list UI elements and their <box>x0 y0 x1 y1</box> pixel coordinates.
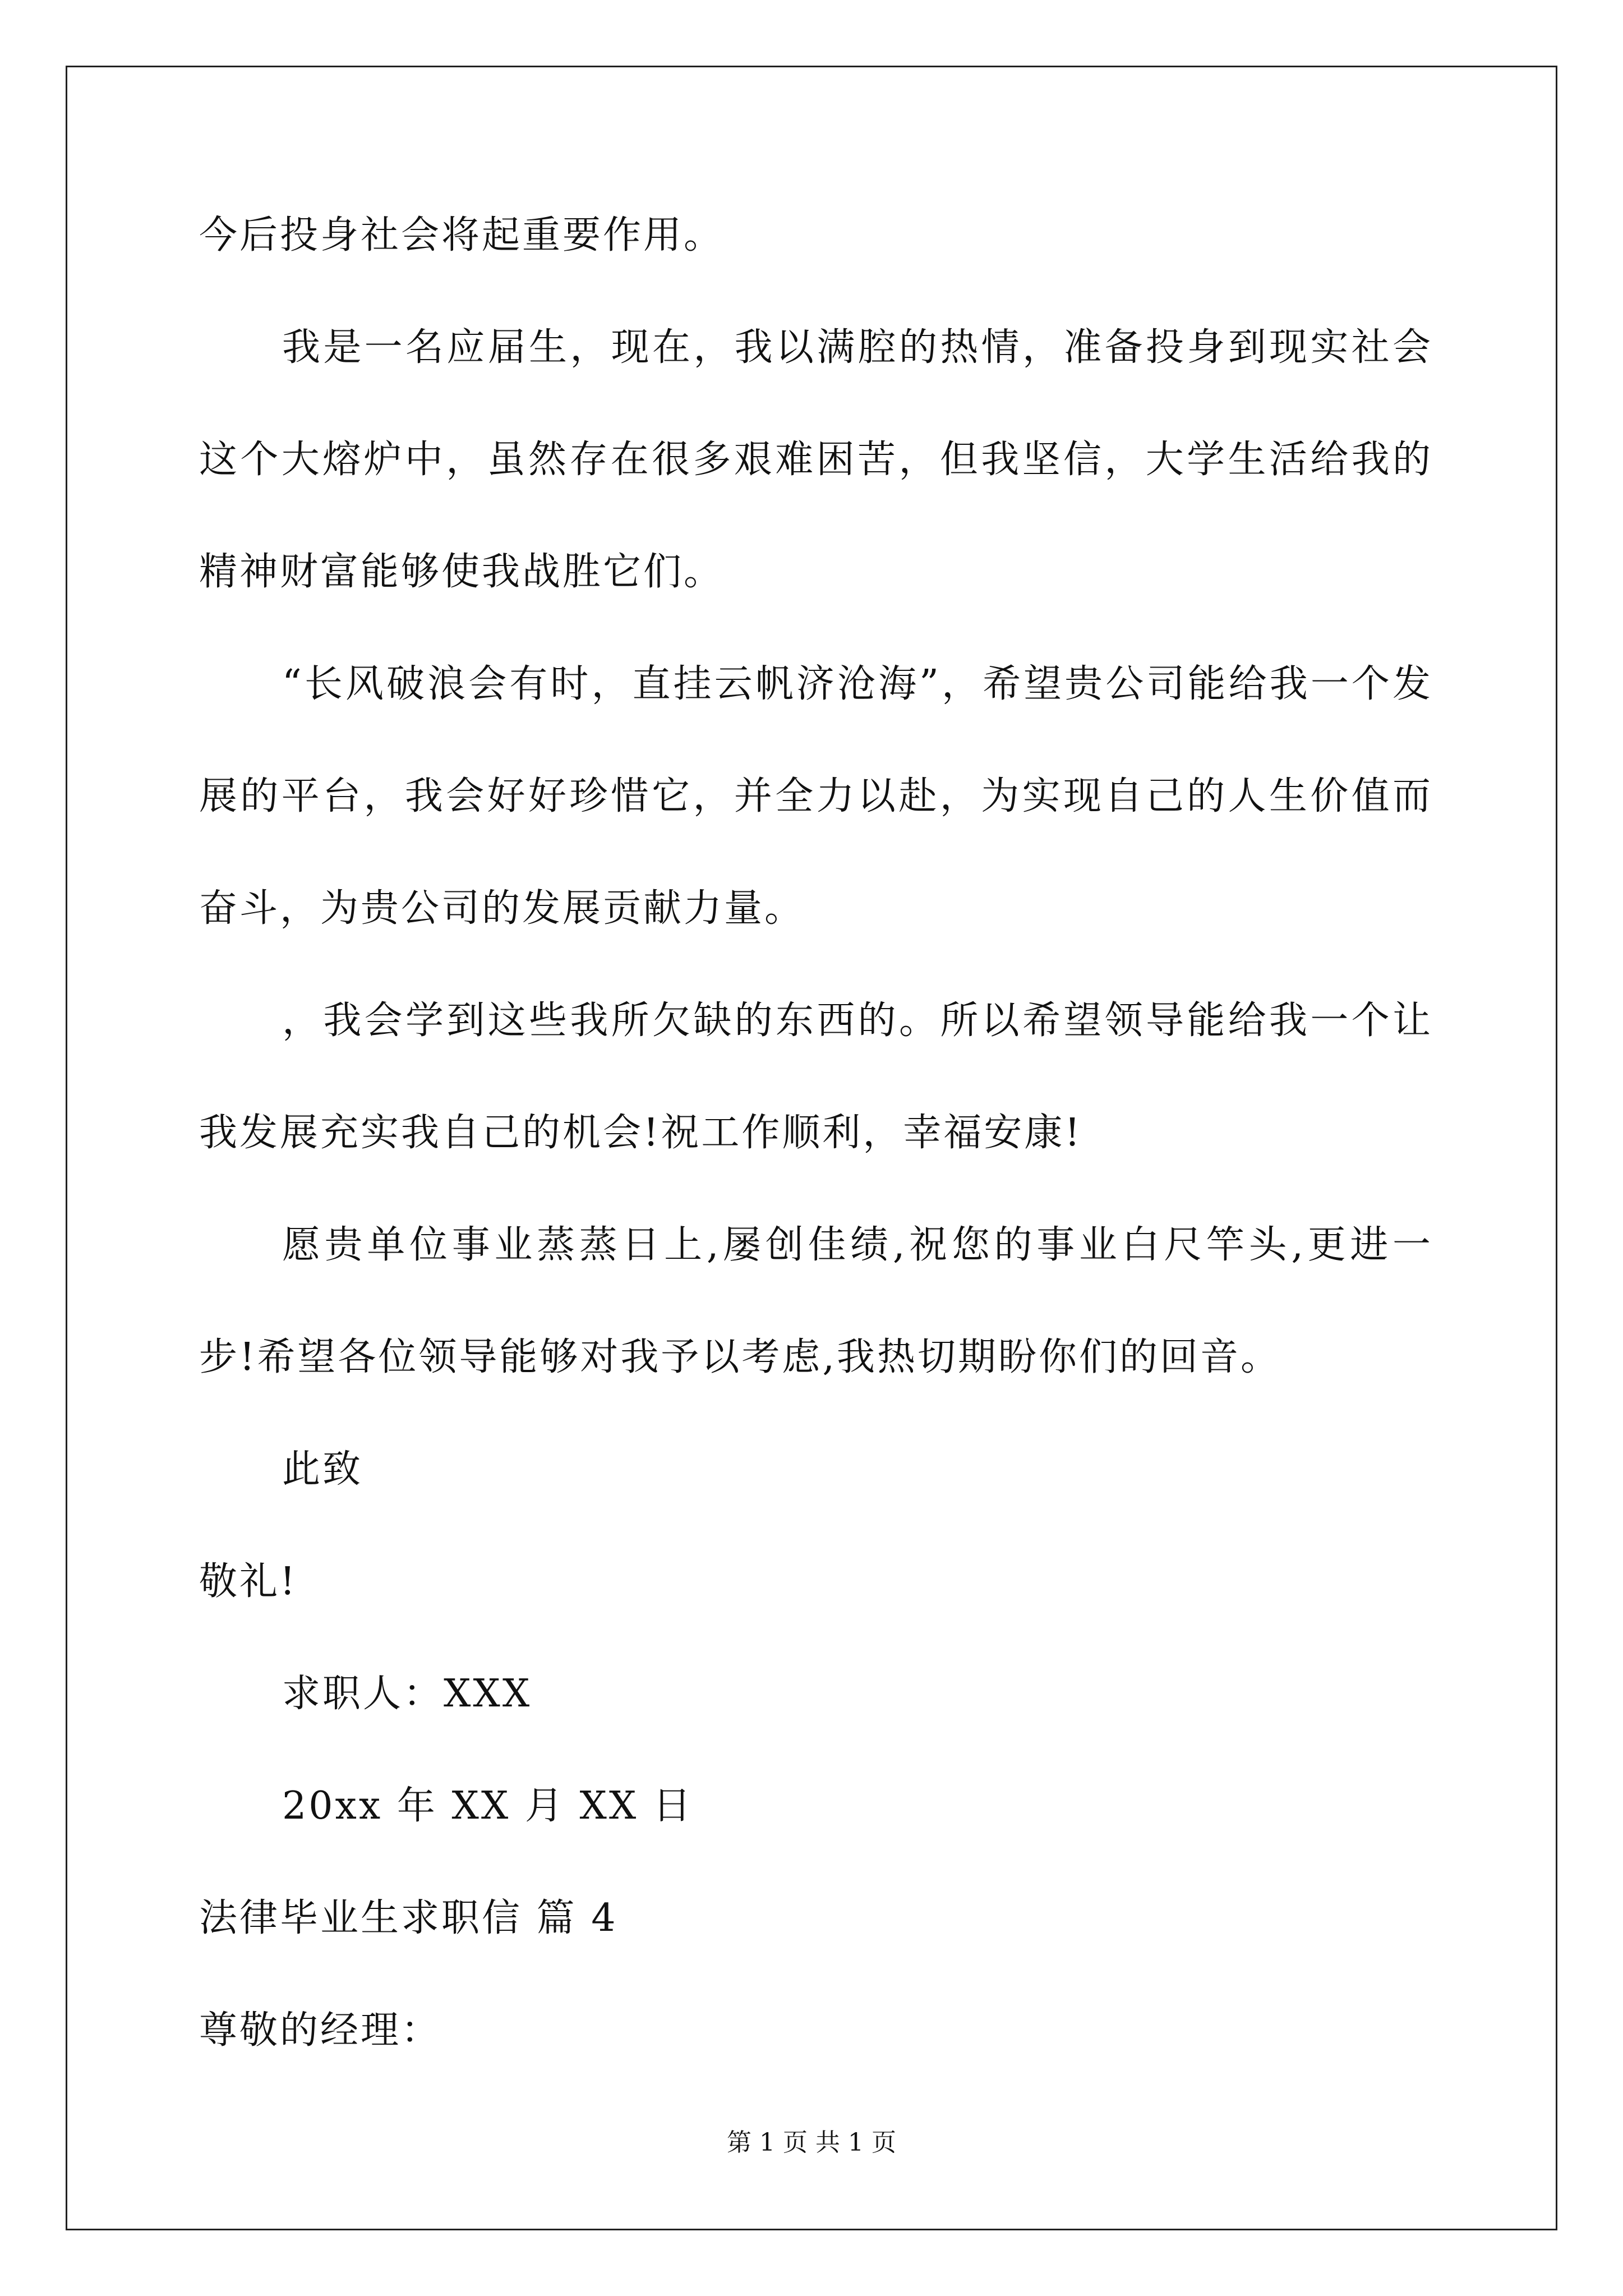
signature-applicant: 求职人：XXX <box>282 1672 532 1716</box>
signature-date: 20xx 年 XX 月 XX 日 <box>282 1784 693 1828</box>
closing-salutation: 此致 <box>282 1447 363 1492</box>
text-line: 展的平台，我会好好珍惜它，并全力以赴，为实现自己的人生价值而 <box>199 774 1433 818</box>
closing-regards: 敬礼! <box>199 1559 298 1604</box>
text-line: 今后投身社会将起重要作用。 <box>199 213 725 257</box>
text-line: 步!希望各位领导能够对我予以考虑,我热切期盼你们的回音。 <box>199 1335 1281 1379</box>
text-line: ，我会学到这些我所欠缺的东西的。所以希望领导能给我一个让 <box>282 999 1433 1043</box>
text-line: “长风破浪会有时，直挂云帆济沧海”，希望贵公司能给我一个发 <box>282 662 1433 706</box>
text-line: 愿贵单位事业蒸蒸日上,屡创佳绩,祝您的事业白尺竿头,更进一 <box>282 1223 1433 1267</box>
greeting: 尊敬的经理： <box>199 2008 442 2053</box>
document-body <box>199 213 1433 2120</box>
page-footer: 第 1 页 共 1 页 <box>727 2128 896 2157</box>
text-line: 我发展充实我自己的机会!祝工作顺利，幸福安康! <box>199 1111 1082 1155</box>
section-heading: 法律毕业生求职信 篇 4 <box>199 1896 618 1940</box>
text-line: 精神财富能够使我战胜它们。 <box>199 550 725 594</box>
text-line: 奋斗，为贵公司的发展贡献力量。 <box>199 886 805 931</box>
text-line: 我是一名应届生，现在，我以满腔的热情，准备投身到现实社会 <box>282 325 1433 370</box>
text-line: 这个大熔炉中，虽然存在很多艰难困苦，但我坚信，大学生活给我的 <box>199 438 1433 482</box>
